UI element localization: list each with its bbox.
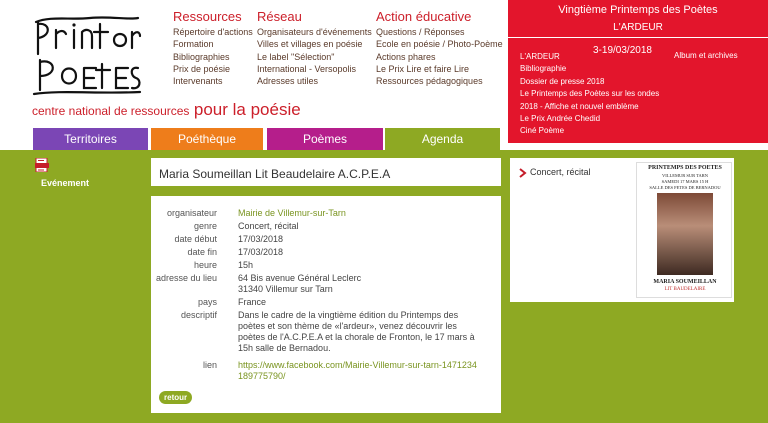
logo-lettering-icon [30,14,142,96]
back-button[interactable]: retour [159,391,192,404]
field-label: heure [193,260,217,270]
nav-link[interactable]: Le Prix Lire et faire Lire [376,63,470,74]
field-row [151,310,501,354]
nav-link[interactable]: Ressources pédagogiques [376,76,483,87]
promo-title[interactable]: Vingtième Printemps des Poètes [558,4,718,16]
tab-territoires[interactable]: Territoires [33,128,148,150]
sidebar-label: Evénement [41,178,90,188]
nav-link[interactable]: Formation [173,39,214,50]
poster-text: MARIA SOUMEILLAN [653,279,717,285]
nav-column-action-educative [376,9,503,87]
nav-title-action-educative[interactable]: Action éducative [376,9,472,24]
nav-link[interactable]: Adresses utiles [257,76,319,87]
category-panel [510,158,734,302]
field-row [151,221,501,232]
promo-links [520,51,659,138]
field-value: Concert, récital [238,221,299,231]
facebook-link[interactable]: https://www.facebook.com/Mairie-Villemur-sur-tarn-1471234189775790/ [238,360,477,381]
poster-text: VILLEMUR SUR TARN [661,173,709,178]
poster-text: LIT BAUDELAIRE [664,287,706,292]
field-value: France [238,297,267,307]
nav-column-ressources [173,9,253,87]
promo-link[interactable]: Le Prix Andrée Chedid [520,114,601,124]
field-row [151,208,501,219]
promo-link[interactable]: Bibliographie [520,64,567,74]
organizer-link[interactable]: Mairie de Villemur-sur-Tarn [238,208,346,218]
event-title: Maria Soumeillan Lit Beaudelaire A.C.P.E.A [159,167,391,181]
promo-theme: L'ARDEUR [613,22,663,33]
field-label: adresse du lieu [155,273,217,283]
event-sidebar [33,158,113,188]
field-value: 15h [238,260,254,270]
nav-column-reseau [257,9,372,87]
nav-link[interactable]: Le label "Sélection" [257,51,335,62]
nav-link[interactable]: Organisateurs d'événements [257,27,372,37]
nav-link[interactable]: Ecole en poésie / Photo-Poème [376,39,503,50]
tab-poemes[interactable]: Poèmes [267,128,383,150]
nav-title-reseau[interactable]: Réseau [257,9,302,24]
event-card [151,158,501,413]
tagline-big: pour la poésie [193,100,301,119]
nav-link[interactable]: Bibliographies [173,51,230,62]
event-fields [151,208,501,384]
field-label: pays [197,297,217,307]
promo-divider [508,37,768,38]
nav-link[interactable]: Prix de poésie [173,63,231,74]
nav-link[interactable]: Répertoire d'actions [173,27,253,37]
pdf-icon[interactable] [35,158,49,172]
field-row [151,273,501,295]
field-value: 17/03/2018 [238,234,284,244]
nav-link[interactable]: International - Versopolis [257,63,357,74]
field-label: date fin [187,247,217,257]
field-value: Dans le cadre de la vingtième édition du Printemps des poètes et son thème de «l'ardeur», venez découvrir les poètes de l'A.C.P.E.A et la chorale de Fronton, le 17 mars à 15h salle de Bernadou. [238,310,475,353]
poster-text: SAMEDI 17 MARS 15 H [661,179,709,184]
site-tagline [32,100,301,120]
field-label: descriptif [180,310,217,320]
promo-archive-link[interactable]: Album et archives [674,51,738,60]
nav-link[interactable]: Villes et villages en poésie [257,39,363,50]
category-label[interactable]: Concert, récital [530,167,591,177]
field-row [151,260,501,271]
poster-text: SALLE DES FETES DE BERNADOU [649,185,721,190]
chevron-right-icon [519,168,527,178]
field-row [151,234,501,245]
promo-link[interactable]: Le Printemps des Poètes sur les ondes [520,89,660,99]
promo-dates: 3-19/03/2018 [593,45,652,56]
tab-poetheque[interactable]: Poéthèque [151,128,263,150]
promo-box [508,0,768,143]
nav-link[interactable]: Questions / Réponses [376,27,465,37]
field-label: genre [193,221,217,231]
field-row [151,247,501,258]
field-value: 17/03/2018 [238,247,284,257]
field-label: date début [174,234,217,244]
field-label: organisateur [166,208,217,218]
nav-link[interactable]: Actions phares [376,51,436,62]
poster-photo [657,193,713,275]
nav-link[interactable]: Intervenants [173,76,223,87]
field-row [151,360,501,382]
tagline-small: centre national de ressources [32,104,190,118]
event-poster-image[interactable] [636,162,732,298]
nav-title-ressources[interactable]: Ressources [173,9,242,24]
promo-link[interactable]: Ciné Poème [520,126,565,136]
event-title-rule [151,186,501,196]
printemps-des-poetes-logo[interactable] [30,14,142,96]
tab-agenda[interactable]: Agenda [385,128,500,150]
main-tabs [0,128,768,150]
promo-link[interactable]: 2018 - Affiche et nouvel emblème [520,101,639,111]
field-label: lien [202,360,217,370]
field-value: 64 Bis avenue Général Leclerc 31340 Villemur sur Tarn [238,273,362,294]
poster-text: PRINTEMPS DES POETES [648,165,722,171]
promo-link[interactable]: Dossier de presse 2018 [520,76,605,86]
field-row [151,297,501,308]
promo-link[interactable]: L'ARDEUR [520,52,560,61]
